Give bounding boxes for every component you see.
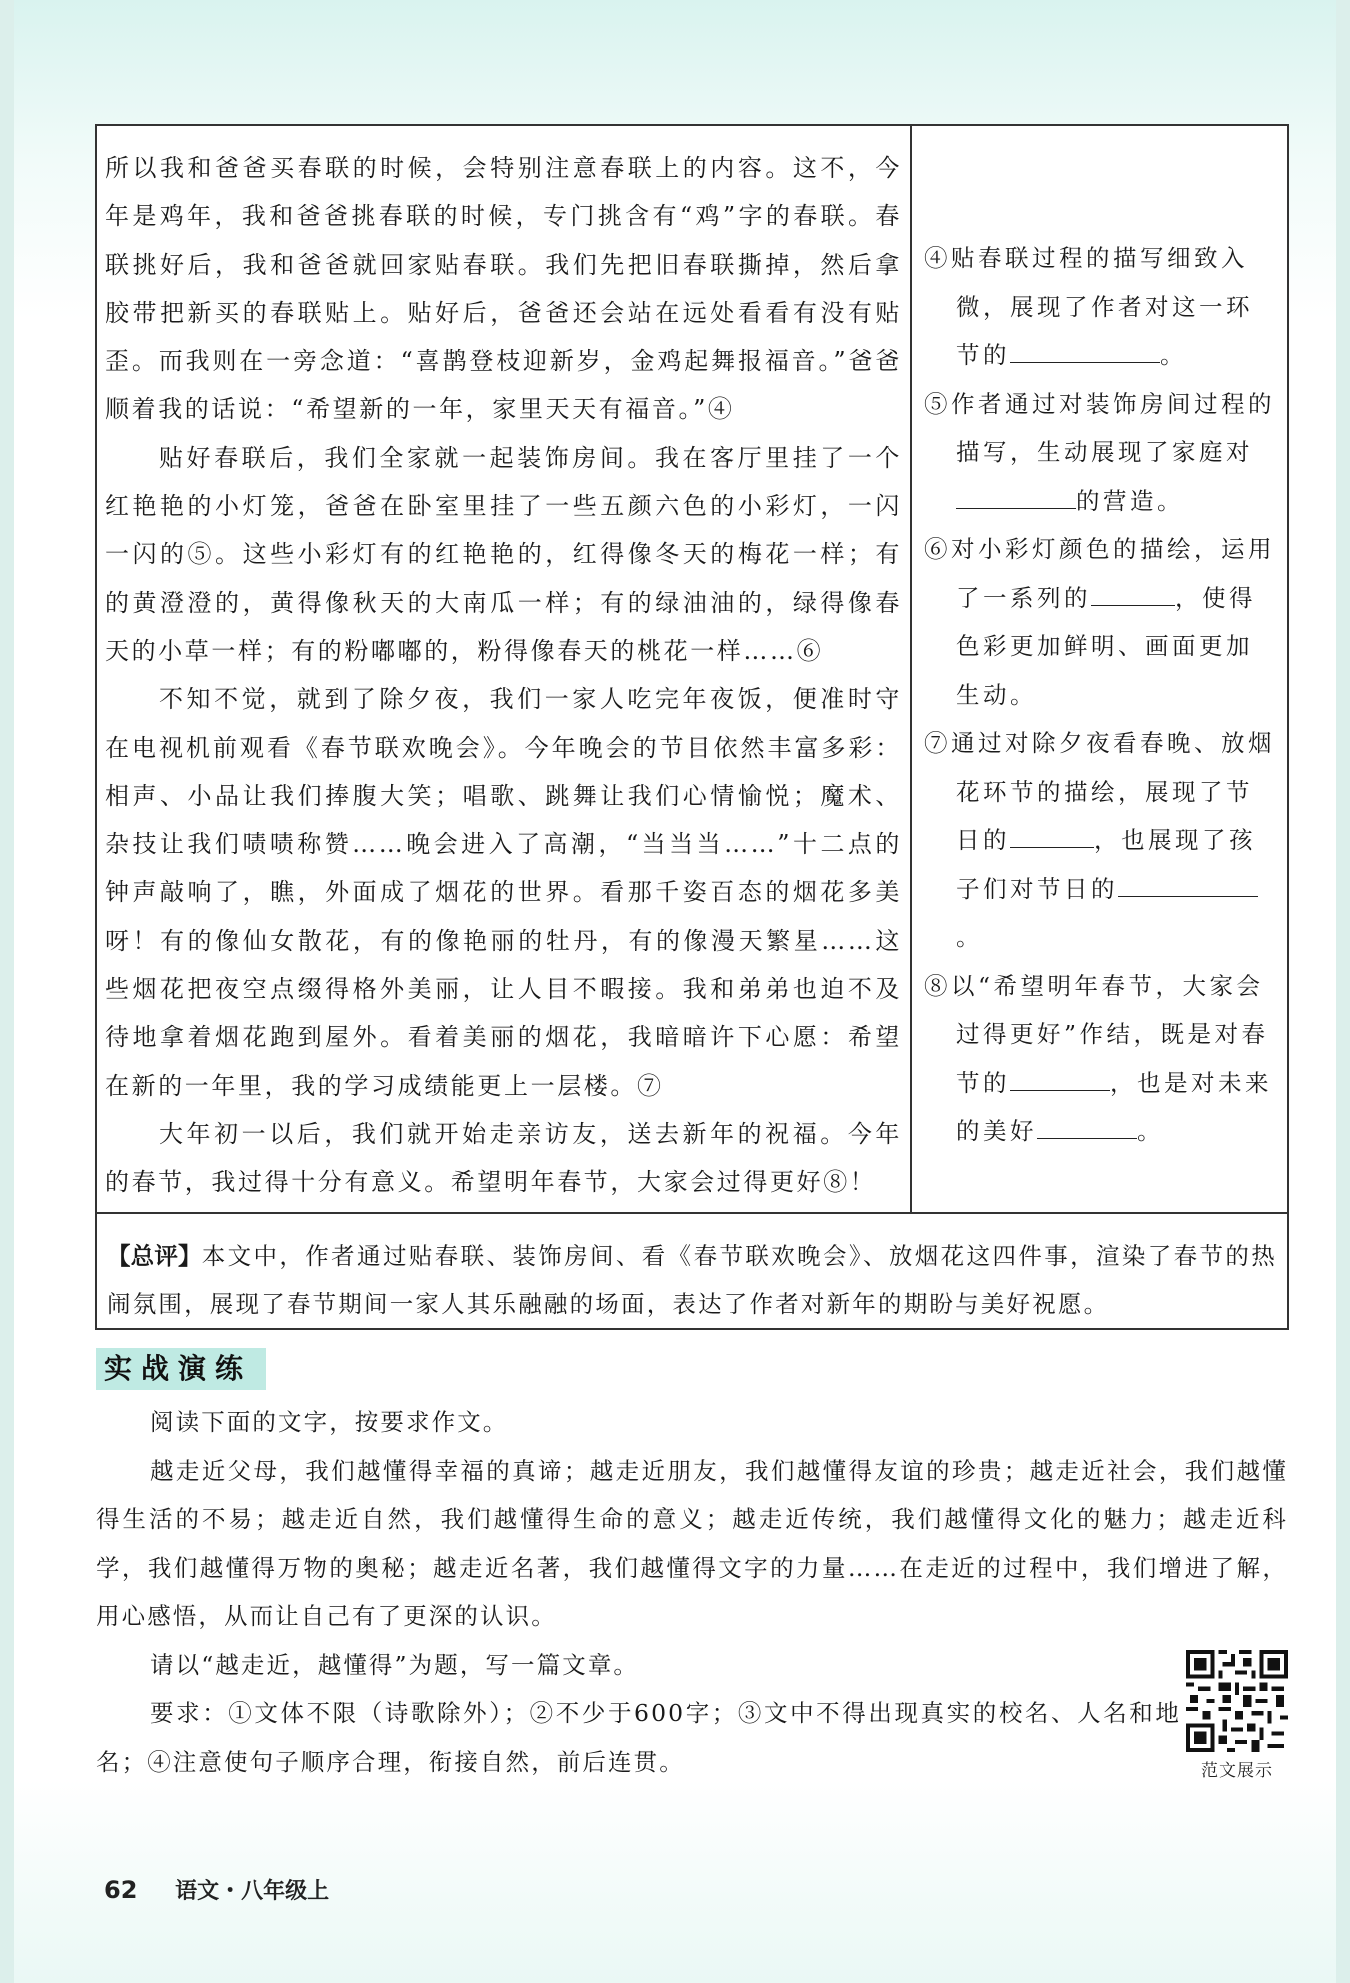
annotation-column	[912, 126, 1287, 1212]
note-7-end: 。	[956, 923, 983, 951]
note-4-text: ④贴春联过程的描写细致入微，展现了作者对这一环节的	[924, 244, 1253, 369]
note-5	[924, 380, 1277, 526]
essay-paragraph-2: 贴好春联后，我们全家就一起装饰房间。我在客厅里挂了一个红艳艳的小灯笼，爸爸在卧室里挂了一些五颜六色的小彩灯，一闪一闪的⑤。这些小彩灯有的红艳艳的，红得像冬天的梅花一样；有的黄澄澄的，黄得像秋天的大南瓜一样；有的绿油油的，绿得像春天的小草一样；有的粉嘟嘟的，粉得像春天的桃花一样……⑥	[105, 443, 902, 665]
practice-heading: 实战演练	[96, 1348, 266, 1390]
essay-text	[97, 126, 912, 1212]
note-8-blank-2[interactable]	[1037, 1114, 1137, 1139]
essay-paragraph-3: 不知不觉，就到了除夕夜，我们一家人吃完年夜饭，便准时守在电视机前观看《春节联欢晚会》。今年晚会的节目依然丰富多彩：相声、小品让我们捧腹大笑；唱歌、跳舞让我们心情愉悦；魔术、杂技让我们啧啧称赞……晚会进入了高潮，“当当当……”十二点的钟声敲响了，瞧，外面成了烟花的世界。看那千姿百态的烟花多美呀！有的像仙女散花，有的像艳丽的牡丹，有的像漫天繁星……这些烟花把夜空点缀得格外美丽，让人目不暇接。我和弟弟也迫不及待地拿着烟花跑到屋外。看着美丽的烟花，我暗暗许下心愿：希望在新的一年里，我的学习成绩能更上一层楼。⑦	[105, 685, 902, 1100]
practice-section	[96, 1398, 1288, 1786]
note-7-middle: ，也展现了孩子们对节日的	[956, 826, 1256, 903]
note-7-blank-2[interactable]	[1118, 872, 1258, 897]
summary-box	[97, 1212, 1287, 1328]
note-4-end: 。	[1160, 341, 1187, 369]
note-8-middle: ，也是对未来的美好	[956, 1068, 1272, 1145]
note-8-text: ⑧以“希望明年春节，大家会过得更好”作结，既是对春节的	[924, 971, 1269, 1097]
essay-paragraph-1: 所以我和爸爸买春联的时候，会特别注意春联上的内容。这不，今年是鸡年，我和爸爸挑春联的时候，专门挑含有“鸡”字的春联。春联挑好后，我和爸爸就回家贴春联。我们先把旧春联撕掉，然后拿胶带把新买的春联贴上。贴好后，爸爸还会站在远处看看有没有贴歪。而我则在一旁念道：“喜鹊登枝迎新岁，金鸡起舞报福音。”爸爸顺着我的话说：“希望新的一年，家里天天有福音。”④	[105, 154, 902, 424]
note-7	[924, 719, 1277, 962]
note-5-text: ⑤作者通过对装饰房间过程的描写，生动展现了家庭对	[924, 389, 1275, 466]
practice-requirement: 要求：①文体不限（诗歌除外）；②不少于600字；③文中不得出现真实的校名、人名和地名；④注意使句子顺序合理，衔接自然，前后连贯。	[96, 1699, 1181, 1776]
practice-task: 请以“越走近，越懂得”为题，写一篇文章。	[150, 1650, 640, 1679]
note-4-blank[interactable]	[1010, 338, 1160, 363]
essay-paragraph-4: 大年初一以后，我们就开始走亲访友，送去新年的祝福。今年的春节，我过得十分有意义。希望明年春节，大家会过得更好⑧！	[105, 1119, 902, 1197]
note-5-blank[interactable]	[956, 484, 1076, 509]
note-8	[924, 962, 1277, 1156]
summary-heading: 【总评】	[107, 1242, 202, 1270]
page-footer	[104, 1874, 329, 1905]
practice-instruction: 阅读下面的文字，按要求作文。	[150, 1408, 509, 1436]
qr-code-label: 范文展示	[1201, 1761, 1273, 1781]
qr-code-icon[interactable]	[1186, 1650, 1288, 1752]
note-5-end: 的营造。	[1076, 486, 1184, 515]
note-6-text: ⑥对小彩灯颜色的描绘，运用了一系列的	[924, 535, 1275, 612]
note-4	[924, 234, 1277, 380]
note-7-blank-1[interactable]	[1010, 823, 1094, 848]
summary-text: 本文中，作者通过贴春联、装饰房间、看《春节联欢晚会》、放烟花这四件事，渲染了春节的热闹氛围，展现了春节期间一家人其乐融融的场面，表达了作者对新年的期盼与美好祝愿。	[107, 1242, 1278, 1318]
page-number: 62	[104, 1876, 138, 1904]
note-8-end: 。	[1137, 1117, 1164, 1145]
note-8-blank-1[interactable]	[1010, 1066, 1110, 1091]
summary	[107, 1232, 1277, 1328]
book-title: 语文・八年级上	[175, 1879, 330, 1904]
note-6	[924, 525, 1277, 719]
practice-material: 越走近父母，我们越懂得幸福的真谛；越走近朋友，我们越懂得友谊的珍贵；越走近社会，我们越懂得生活的不易；越走近自然，我们越懂得生命的意义；越走近传统，我们越懂得文化的魅力；越走近科学，我们越懂得万物的奥秘；越走近名著，我们越懂得文字的力量……在走近的过程中，我们增进了解，用心感悟，从而让自己有了更深的认识。	[96, 1456, 1288, 1630]
note-7-text: ⑦通过对除夕夜看春晚、放烟花环节的描绘，展现了节日的	[924, 729, 1275, 854]
essay-box	[95, 124, 1289, 1330]
note-6-blank[interactable]	[1091, 581, 1175, 606]
note-6-end: ，使得色彩更加鲜明、画面更加生动。	[956, 583, 1256, 709]
